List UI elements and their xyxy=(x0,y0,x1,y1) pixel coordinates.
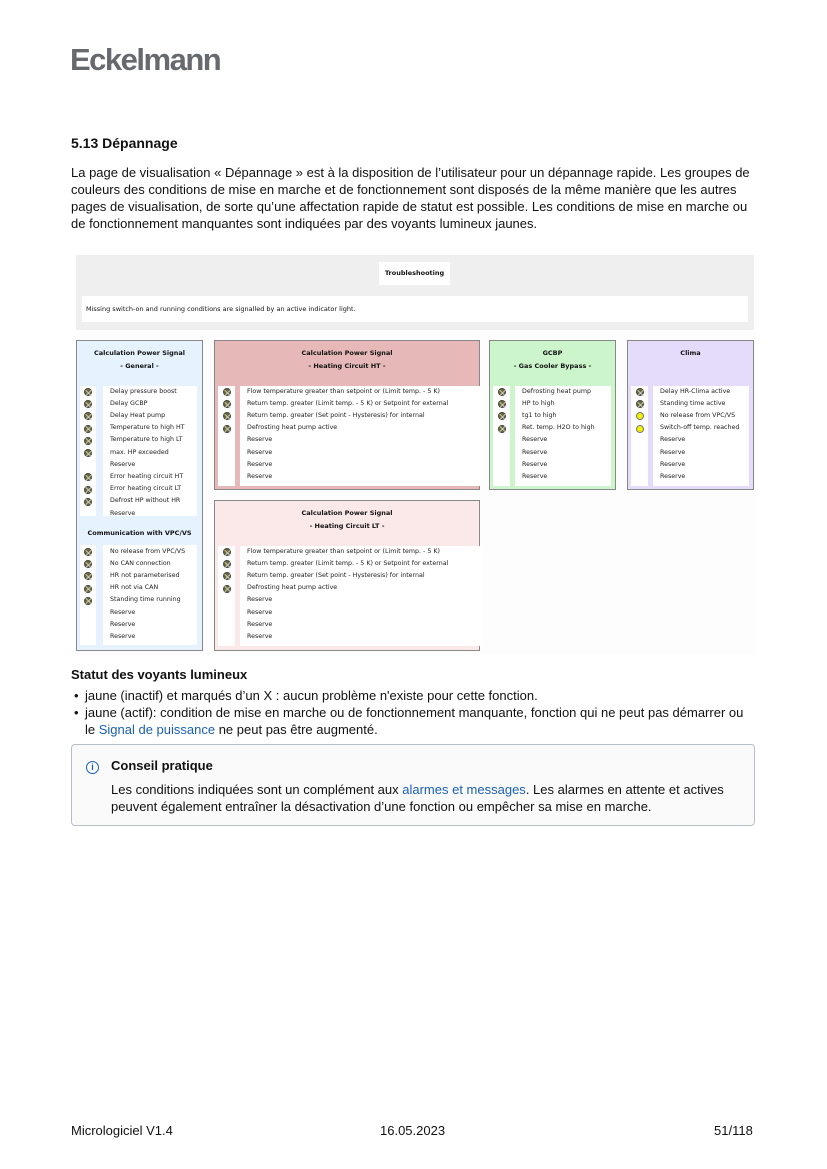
indicator-light-inactive-icon xyxy=(223,425,231,433)
condition-item: Reserve xyxy=(522,472,548,480)
indicator-light-active-icon xyxy=(636,425,644,433)
footer-version: Micrologiciel V1.4 xyxy=(71,1123,173,1138)
panel-title: Calculation Power Signal xyxy=(93,349,186,357)
condition-item: Switch-off temp. reached xyxy=(660,424,740,432)
panel-title: - Heating Circuit HT - xyxy=(308,362,386,370)
indicator-light-inactive-icon xyxy=(84,498,92,506)
indicator-light-inactive-icon xyxy=(84,585,92,593)
condition-item: Flow temperature greater than setpoint or (Limit temp. - 5 K) xyxy=(247,547,440,555)
condition-item: No CAN connection xyxy=(110,559,171,567)
condition-item: Reserve xyxy=(660,436,686,444)
condition-item: Return temp. greater (Limit temp. - 5 K) or Setpoint for external xyxy=(247,559,449,567)
footer-date: 16.05.2023 xyxy=(380,1123,446,1138)
indicator-light-inactive-icon xyxy=(84,560,92,568)
indicator-light-inactive-icon xyxy=(84,473,92,481)
indicator-light-inactive-icon xyxy=(84,548,92,556)
condition-item: Return temp. greater (Limit temp. - 5 K) or Setpoint for external xyxy=(247,399,449,407)
tip-body xyxy=(111,781,751,815)
condition-item: Reserve xyxy=(110,608,136,616)
condition-item: Reserve xyxy=(110,620,136,628)
condition-item: Defrost HP without HR xyxy=(110,497,181,505)
troubleshooting-message: Missing switch-on and running conditions are signalled by an active indicator light. xyxy=(82,296,748,322)
condition-item: Reserve xyxy=(522,448,548,456)
condition-item: Reserve xyxy=(247,608,273,616)
troubleshooting-screenshot xyxy=(76,255,756,655)
condition-item: Defrosting heat pump active xyxy=(247,584,338,592)
indicator-light-inactive-icon xyxy=(84,597,92,605)
indicator-light-inactive-icon xyxy=(223,585,231,593)
condition-item: tg1 to high xyxy=(522,411,557,419)
panel-title: Clima xyxy=(680,349,701,357)
indicator-light-inactive-icon xyxy=(223,572,231,580)
condition-item: Reserve xyxy=(522,436,548,444)
text: Les conditions indiquées sont un complément aux xyxy=(111,782,403,797)
panel-title: Communication with VPC/VS xyxy=(87,529,192,537)
condition-item: Standing time active xyxy=(660,399,726,407)
alarms-messages-link[interactable]: alarmes et messages xyxy=(402,782,526,797)
indicator-light-inactive-icon xyxy=(636,388,644,396)
indicator-light-inactive-icon xyxy=(223,400,231,408)
condition-item: No release from VPC/VS xyxy=(110,547,186,555)
tip-title: Conseil pratique xyxy=(111,758,213,773)
text: . Les alarmes en attente et actives peuvent également entraîner la désactivation d’une fonction ou empêcher sa mise en marche. xyxy=(111,782,724,814)
condition-item: HR not parameterised xyxy=(110,571,180,579)
condition-item: Reserve xyxy=(247,436,273,444)
condition-item: Reserve xyxy=(522,460,548,468)
condition-item: Reserve xyxy=(110,460,136,468)
text: jaune (actif): condition de mise en marche ou de fonctionnement manquante, fonction qui ne peut pas démarrer ou le xyxy=(85,705,744,737)
condition-item: Error heating circuit HT xyxy=(110,472,184,480)
condition-item: Delay pressure boost xyxy=(110,387,177,395)
condition-item: Defrosting heat pump xyxy=(522,387,592,395)
status-item-inactive: • jaune (inactif) et marqués d’un X : aucun problème n'existe pour cette fonction. xyxy=(71,687,751,704)
status-heading: Statut des voyants lumineux xyxy=(71,667,248,682)
panel-title: GCBP xyxy=(542,349,563,357)
indicator-light-inactive-icon xyxy=(498,425,506,433)
intro-paragraph: La page de visualisation « Dépannage » est à la disposition de l’utilisateur pour un dépannage rapide. Les groupes de couleurs des conditions de mise en marche et de fonctionnement sont disposés de la même manière que les autres pages de visualisation, de sorte qu’une affectation rapide de statut est possible. Les conditions de mise en marche ou de fonctionnement manquantes sont indiquées par des voyants lumineux jaunes. xyxy=(71,165,750,231)
status-list xyxy=(71,687,751,738)
indicator-light-inactive-icon xyxy=(223,548,231,556)
indicator-light-inactive-icon xyxy=(498,412,506,420)
practical-tip-box xyxy=(71,744,755,826)
condition-item: Return temp. greater (Set point - Hysteresis) for internal xyxy=(247,411,425,419)
info-icon: i xyxy=(86,761,99,774)
panel-title: - Heating Circuit LT - xyxy=(309,522,385,530)
indicator-light-inactive-icon xyxy=(84,449,92,457)
condition-item: Reserve xyxy=(660,448,686,456)
condition-item: HP to high xyxy=(522,399,555,407)
condition-item: Return temp. greater (Set point - Hysteresis) for internal xyxy=(247,571,425,579)
indicator-light-inactive-icon xyxy=(223,560,231,568)
condition-item: Reserve xyxy=(110,632,136,640)
condition-item: Reserve xyxy=(247,632,273,640)
indicator-light-inactive-icon xyxy=(498,388,506,396)
condition-item: max. HP exceeded xyxy=(110,448,169,456)
footer-page-number: 51/118 xyxy=(714,1123,753,1138)
troubleshooting-title: Troubleshooting xyxy=(379,262,450,285)
condition-item: Reserve xyxy=(110,509,136,517)
condition-item: Standing time running xyxy=(110,596,181,604)
condition-item: Reserve xyxy=(247,448,273,456)
section-title: 5.13 Dépannage xyxy=(71,135,178,151)
indicator-light-inactive-icon xyxy=(84,437,92,445)
condition-item: HR not via CAN xyxy=(110,584,159,592)
status-item-active xyxy=(71,704,751,738)
indicator-light-inactive-icon xyxy=(636,400,644,408)
condition-item: Defrosting heat pump active xyxy=(247,424,338,432)
indicator-light-active-icon xyxy=(636,412,644,420)
condition-item: Reserve xyxy=(247,620,273,628)
indicator-light-inactive-icon xyxy=(84,486,92,494)
indicator-light-inactive-icon xyxy=(498,400,506,408)
indicator-light-inactive-icon xyxy=(84,412,92,420)
condition-item: Reserve xyxy=(247,460,273,468)
indicator-light-inactive-icon xyxy=(223,388,231,396)
text: ne peut pas être augmenté. xyxy=(215,722,378,737)
indicator-light-inactive-icon xyxy=(223,412,231,420)
condition-item: Reserve xyxy=(247,596,273,604)
condition-item: Reserve xyxy=(660,460,686,468)
indicator-light-inactive-icon xyxy=(84,425,92,433)
panel-title: Calculation Power Signal xyxy=(301,509,393,517)
condition-item: Error heating circuit LT xyxy=(110,485,182,493)
condition-item: Ret. temp. H2O to high xyxy=(522,424,595,432)
condition-item: Temperature to high HT xyxy=(110,424,185,432)
eckelmann-logo: Eckelmann xyxy=(70,42,221,77)
indicator-light-inactive-icon xyxy=(84,400,92,408)
condition-item: Delay GCBP xyxy=(110,399,148,407)
condition-item: Flow temperature greater than setpoint or (Limit temp. - 5 K) xyxy=(247,387,440,395)
condition-item: No release from VPC/VS xyxy=(660,411,736,419)
panel-title: - General - xyxy=(120,362,159,370)
condition-item: Delay HR-Clima active xyxy=(660,387,731,395)
condition-item: Reserve xyxy=(660,472,686,480)
indicator-light-inactive-icon xyxy=(84,388,92,396)
troubleshooting-header xyxy=(76,255,754,330)
condition-item: Temperature to high LT xyxy=(110,436,183,444)
panel-title: - Gas Cooler Bypass - xyxy=(513,362,592,370)
power-signal-link[interactable]: Signal de puissance xyxy=(98,722,216,737)
panel-title: Calculation Power Signal xyxy=(301,349,393,357)
condition-item: Reserve xyxy=(247,472,273,480)
condition-item: Delay Heat pump xyxy=(110,411,166,419)
indicator-light-inactive-icon xyxy=(84,572,92,580)
